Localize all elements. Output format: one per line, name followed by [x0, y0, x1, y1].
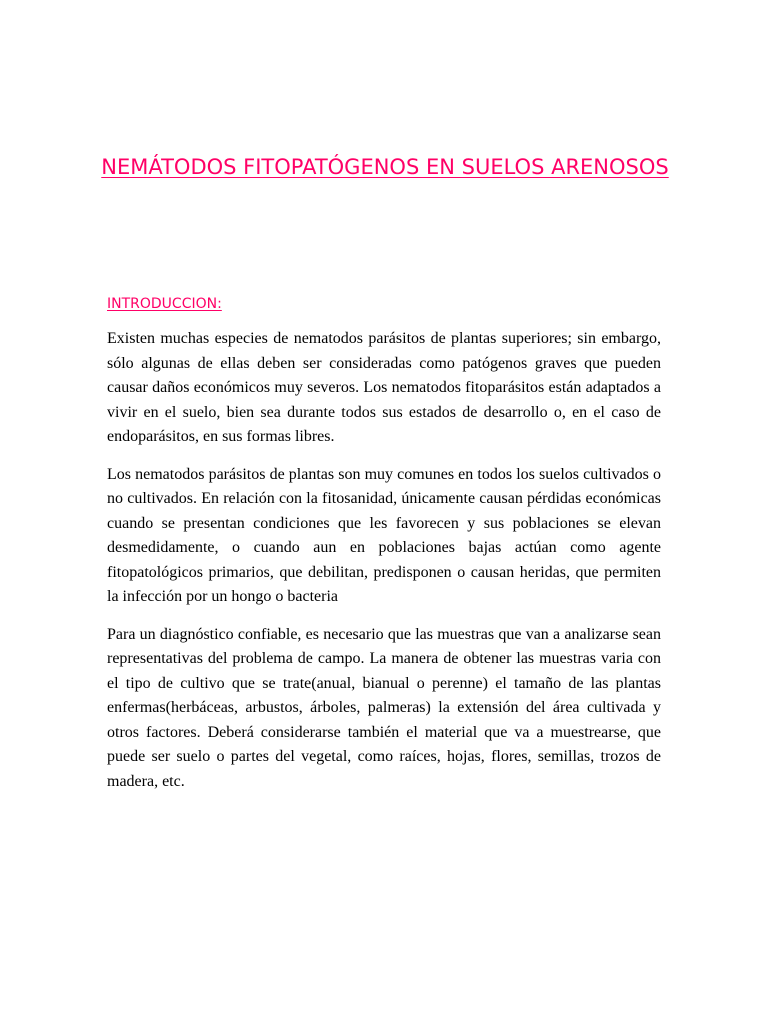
document-title: NEMÁTODOS FITOPATÓGENOS EN SUELOS ARENOSOS — [101, 155, 669, 179]
section-heading-introduccion: INTRODUCCION: — [107, 296, 222, 312]
document-body — [107, 327, 661, 807]
paragraph: Existen muchas especies de nematodos parásitos de plantas superiores; sin embargo, sólo algunas de ellas deben ser consideradas como patógenos graves que pueden causar daños económicos muy severos. Los nematodos fitoparásitos están adaptados a vivir en el suelo, bien sea durante todos sus estados de desarrollo o, en el caso de endoparásitos, en sus formas libres. — [107, 330, 661, 445]
paragraph: Los nematodos parásitos de plantas son muy comunes en todos los suelos cultivados o no cultivados. En relación con la fitosanidad, únicamente causan pérdidas económicas cuando se presentan condiciones que les favorecen y sus poblaciones se elevan desmedidamente, o cuando aun en poblaciones bajas actúan como agente fitopatológicos primarios, que debilitan, predisponen o causan heridas, que permiten la infección por un hongo o bacteria — [107, 465, 661, 605]
paragraph: Para un diagnóstico confiable, es necesario que las muestras que van a analizarse sean representativas del problema de campo. La manera de obtener las muestras varia con el tipo de cultivo que se trate(anual, bianual o perenne) el tamaño de las plantas enfermas(herbáceas, arbustos, árboles, palmeras) la extensión del área cultivada y otros factores. Deberá considerarse también el material que va a muestrearse, que puede ser suelo o partes del vegetal, como raíces, hojas, flores, semillas, trozos de madera, etc. — [107, 625, 661, 790]
